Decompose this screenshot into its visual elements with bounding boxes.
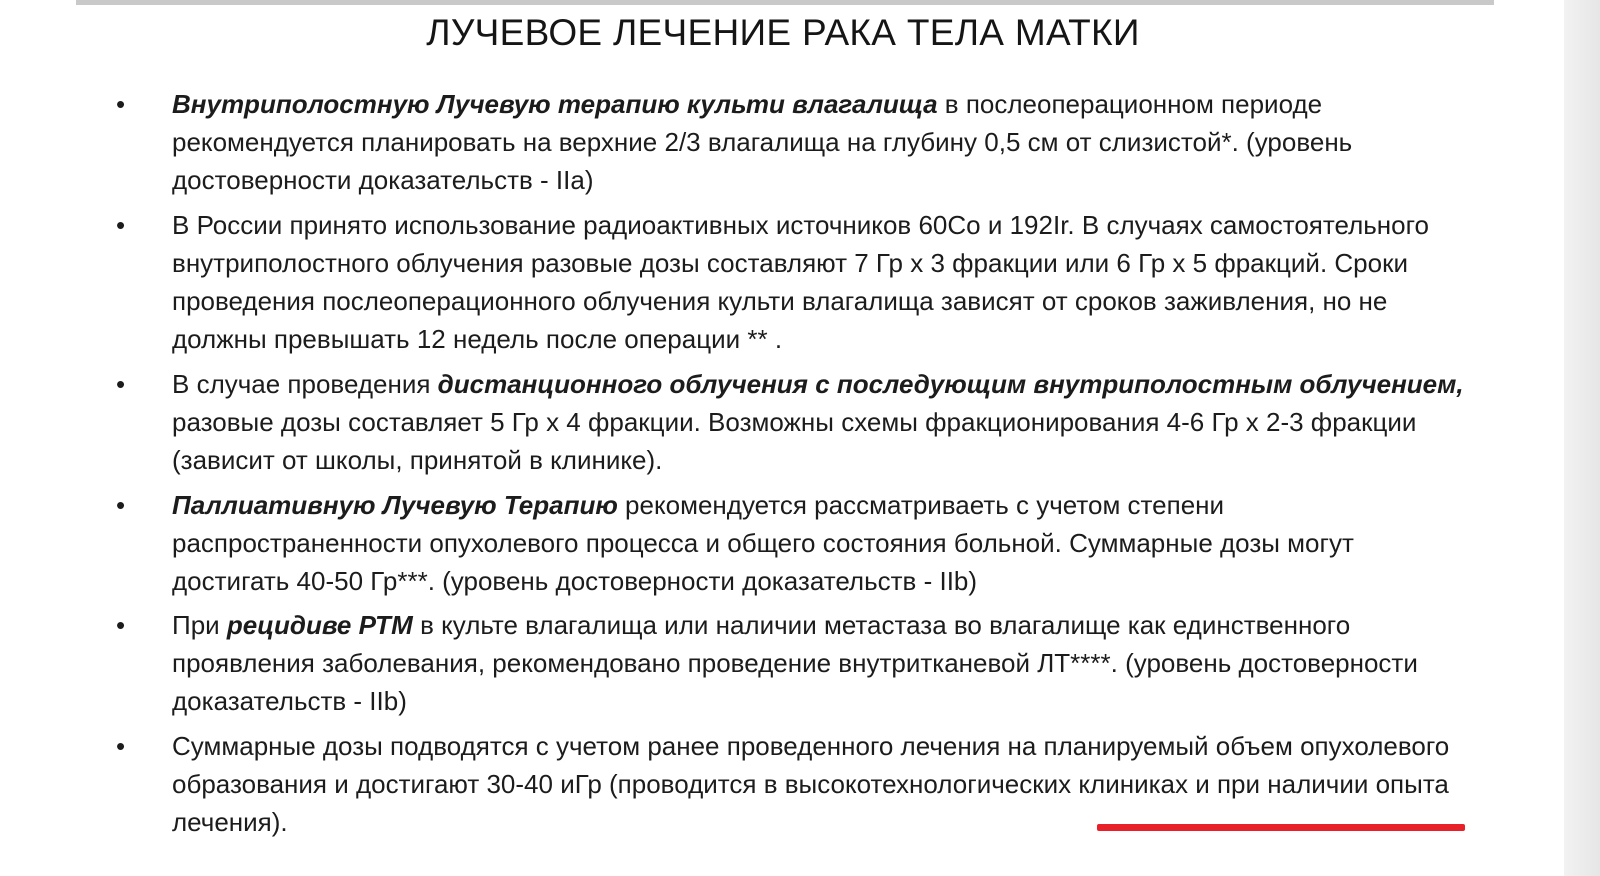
slide-title: ЛУЧЕВОЕ ЛЕЧЕНИЕ РАКА ТЕЛА МАТКИ	[426, 12, 1140, 53]
bullet-body: В России принято использование радиоактивных источников 60Co и 192Ir. В случаях самостоятельного внутриполостного облучения разовые дозы составляют 7 Гр х 3 фракции или 6 Гр х 5 фракций. Сроки проведения послеоперационного облучения культи влагалища зависят от сроков заживления, но не должны превышать 12 недель после операции ** .	[172, 210, 1429, 354]
bullet-text	[172, 486, 1476, 600]
bullet-icon: •	[116, 210, 126, 240]
bullet-emphasis: Паллиативную Лучевую Терапию	[172, 490, 618, 520]
bullet-body: в культе влагалища или наличии метастаза во влагалище как единственного проявления заболевания, рекомендовано проведение внутритканевой ЛТ****. (уровень достоверности доказательств - IIb)	[172, 610, 1418, 716]
bullet-text	[172, 606, 1476, 720]
bullet-body: При	[172, 610, 227, 640]
bullet-text	[172, 85, 1476, 199]
bullet-item	[116, 486, 1476, 600]
bullet-icon: •	[116, 490, 126, 520]
bullet-body: разовые дозы составляет 5 Гр х 4 фракции. Возможны схемы фракционирования 4-6 Гр х 2-3 фракции (зависит от школы, принятой в клинике).	[172, 407, 1417, 475]
bullet-emphasis: рецидиве РТМ	[226, 610, 413, 640]
red-underline-mark	[1097, 824, 1465, 831]
bullet-item	[116, 606, 1476, 720]
bullet-emphasis: Внутриполостную Лучевую терапию культи влагалища	[172, 89, 938, 119]
bullet-body: Суммарные дозы подводятся с учетом ранее проведенного лечения на планируемый объем опухолевого образования и достигают 30-40 иГр (проводится в высокотехнологических клиниках и при наличии опыта лечения).	[172, 731, 1450, 837]
bullet-item	[116, 85, 1476, 199]
bullet-body: в послеоперационном периоде рекомендуется планировать на верхние 2/3 влагалища на глубину 0,5 см от слизистой*. (уровень достоверности доказательств - IIa)	[172, 89, 1353, 195]
bullet-item	[116, 206, 1476, 358]
bullet-icon: •	[116, 369, 126, 399]
bullet-icon: •	[116, 89, 126, 119]
bullet-emphasis: дистанционного облучения с последующим внутриполостным облучением,	[437, 369, 1464, 399]
bullet-body: рекомендуется рассматриваеть с учетом степени распространенности опухолевого процесса и общего состояния больной. Суммарные дозы могут достигать 40-50 Гр***. (уровень достоверности доказательств - IIb)	[172, 490, 1354, 596]
bullet-text	[172, 365, 1476, 479]
bullet-icon: •	[116, 610, 126, 640]
bullet-body: В случае проведения	[172, 369, 438, 399]
bullet-icon: •	[116, 731, 126, 761]
right-edge-shadow	[1564, 0, 1600, 876]
bullet-item	[116, 365, 1476, 479]
bullet-text	[172, 206, 1476, 358]
